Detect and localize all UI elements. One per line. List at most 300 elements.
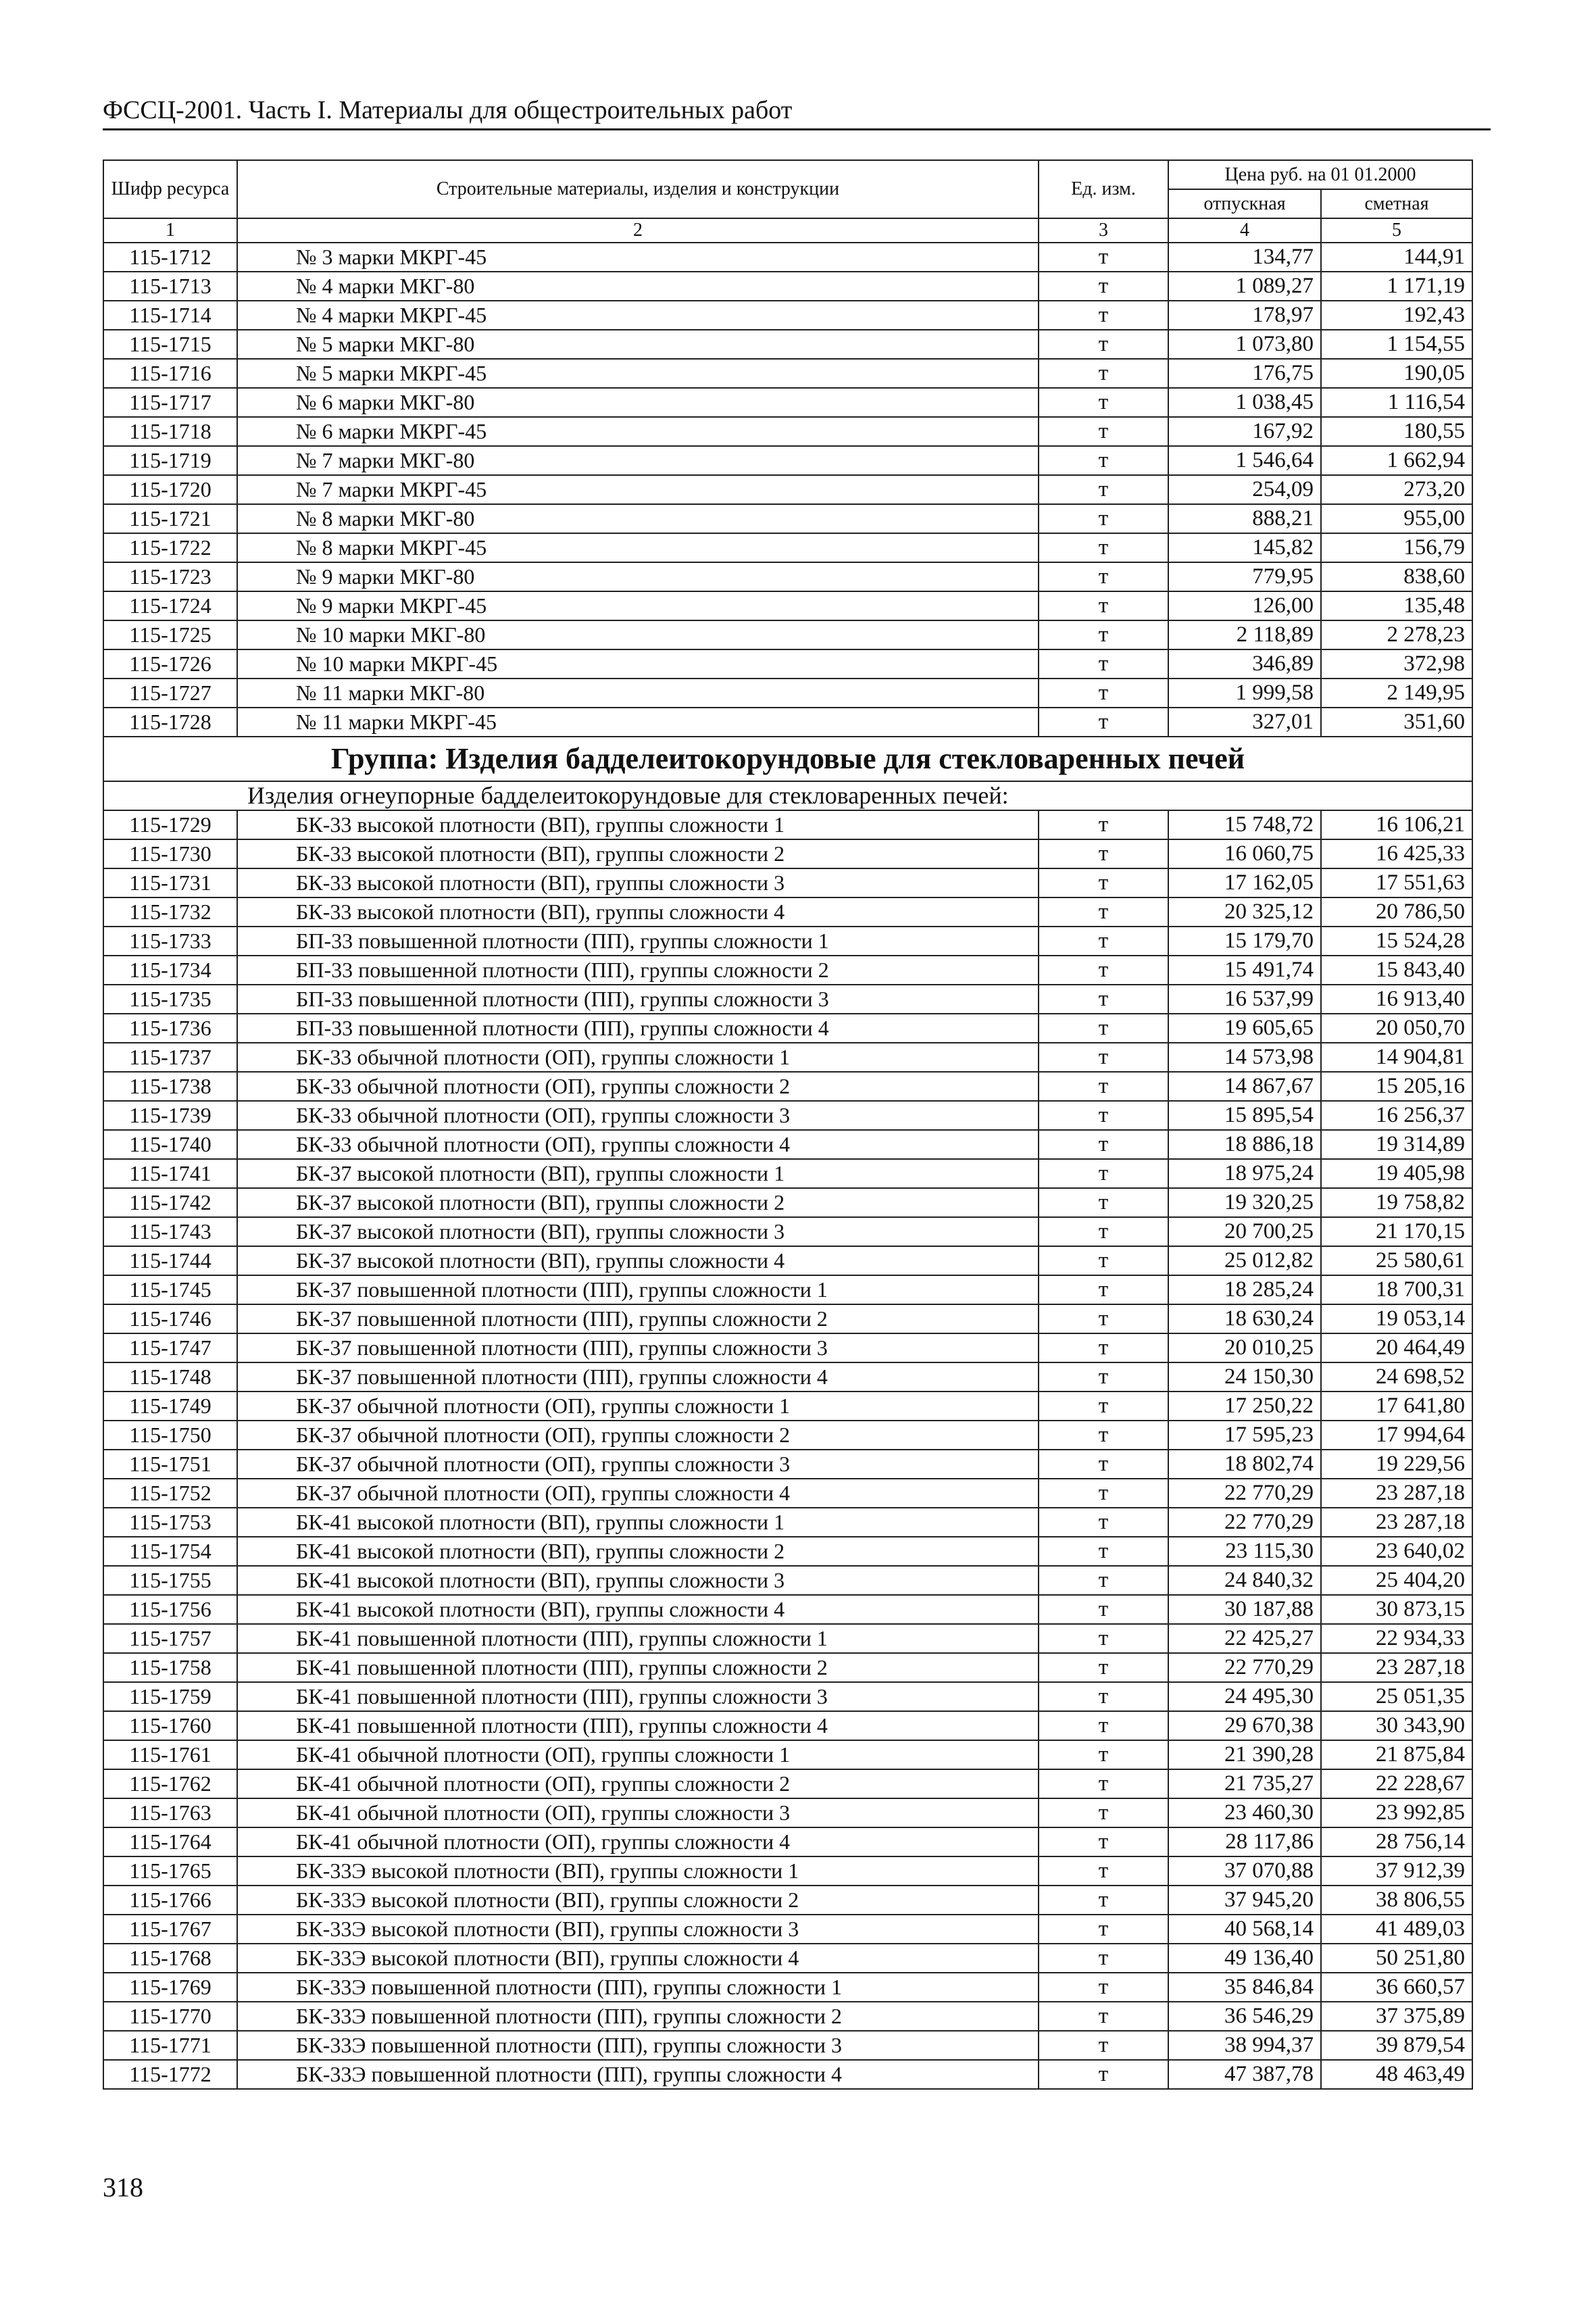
- table-row: [103, 1421, 1472, 1450]
- row-unit: т: [1039, 2031, 1168, 2060]
- row-name: БК-33 высокой плотности (ВП), группы сложности 3: [237, 868, 1039, 897]
- header-release-price: отпускная: [1168, 189, 1321, 218]
- row-code: 115-1744: [103, 1246, 237, 1275]
- row-name: БК-33 высокой плотности (ВП), группы сложности 2: [237, 839, 1039, 868]
- row-unit: т: [1039, 1856, 1168, 1886]
- table-row: [103, 810, 1472, 839]
- row-code: 115-1768: [103, 1944, 237, 1973]
- row-unit: т: [1039, 1595, 1168, 1624]
- row-estimate-price: 25 580,61: [1321, 1246, 1472, 1275]
- row-code: 115-1719: [103, 446, 237, 475]
- row-code: 115-1716: [103, 359, 237, 388]
- row-name: № 11 марки МКГ-80: [237, 679, 1039, 708]
- row-estimate-price: 18 700,31: [1321, 1275, 1472, 1304]
- row-estimate-price: 1 154,55: [1321, 330, 1472, 359]
- row-release-price: 40 568,14: [1168, 1915, 1321, 1944]
- row-name: БК-41 высокой плотности (ВП), группы сложности 3: [237, 1566, 1039, 1595]
- row-release-price: 30 187,88: [1168, 1595, 1321, 1624]
- row-release-price: 178,97: [1168, 301, 1321, 330]
- row-name: БК-41 повышенной плотности (ПП), группы сложности 3: [237, 1682, 1039, 1711]
- row-estimate-price: 23 287,18: [1321, 1479, 1472, 1508]
- table-row: [103, 1362, 1472, 1392]
- row-name: № 4 марки МКРГ-45: [237, 301, 1039, 330]
- row-code: 115-1760: [103, 1711, 237, 1740]
- row-name: БК-41 обычной плотности (ОП), группы сложности 4: [237, 1827, 1039, 1856]
- row-estimate-price: 37 912,39: [1321, 1856, 1472, 1886]
- table-row: [103, 330, 1472, 359]
- row-release-price: 21 735,27: [1168, 1769, 1321, 1798]
- row-estimate-price: 17 641,80: [1321, 1392, 1472, 1421]
- row-name: БК-37 повышенной плотности (ПП), группы сложности 1: [237, 1275, 1039, 1304]
- table-row: [103, 1217, 1472, 1246]
- table-row: [103, 1014, 1472, 1043]
- row-estimate-price: 190,05: [1321, 359, 1472, 388]
- row-unit: т: [1039, 985, 1168, 1014]
- table-row: [103, 1682, 1472, 1711]
- row-code: 115-1755: [103, 1566, 237, 1595]
- group-title: Группа: Изделия бадделеитокорундовые для стекловаренных печей: [103, 737, 1472, 781]
- row-code: 115-1750: [103, 1421, 237, 1450]
- row-release-price: 16 060,75: [1168, 839, 1321, 868]
- row-release-price: 2 118,89: [1168, 620, 1321, 649]
- row-release-price: 167,92: [1168, 417, 1321, 446]
- row-estimate-price: 17 551,63: [1321, 868, 1472, 897]
- row-name: БК-41 обычной плотности (ОП), группы сложности 2: [237, 1769, 1039, 1798]
- row-estimate-price: 351,60: [1321, 708, 1472, 737]
- row-unit: т: [1039, 1246, 1168, 1275]
- row-estimate-price: 20 464,49: [1321, 1333, 1472, 1362]
- row-release-price: 22 770,29: [1168, 1479, 1321, 1508]
- row-release-price: 49 136,40: [1168, 1944, 1321, 1973]
- column-number: 1: [103, 218, 237, 243]
- row-code: 115-1757: [103, 1624, 237, 1653]
- row-release-price: 35 846,84: [1168, 1973, 1321, 2002]
- row-release-price: 18 285,24: [1168, 1275, 1321, 1304]
- row-name: БК-33Э повышенной плотности (ПП), группы сложности 2: [237, 2002, 1039, 2031]
- row-estimate-price: 39 879,54: [1321, 2031, 1472, 2060]
- group-title-row: [103, 737, 1472, 781]
- row-name: № 5 марки МКГ-80: [237, 330, 1039, 359]
- row-release-price: 145,82: [1168, 533, 1321, 562]
- row-unit: т: [1039, 1886, 1168, 1915]
- row-name: БК-33 обычной плотности (ОП), группы сложности 3: [237, 1101, 1039, 1130]
- subgroup-title-row: [103, 781, 1472, 810]
- row-code: 115-1728: [103, 708, 237, 737]
- row-release-price: 23 460,30: [1168, 1798, 1321, 1827]
- table-row: [103, 1479, 1472, 1508]
- row-estimate-price: 180,55: [1321, 417, 1472, 446]
- row-estimate-price: 1 171,19: [1321, 272, 1472, 301]
- row-unit: т: [1039, 591, 1168, 620]
- row-estimate-price: 28 756,14: [1321, 1827, 1472, 1856]
- row-code: 115-1765: [103, 1856, 237, 1886]
- row-estimate-price: 16 425,33: [1321, 839, 1472, 868]
- row-release-price: 29 670,38: [1168, 1711, 1321, 1740]
- row-release-price: 37 945,20: [1168, 1886, 1321, 1915]
- row-unit: т: [1039, 272, 1168, 301]
- table-row: [103, 1886, 1472, 1915]
- row-name: № 10 марки МКРГ-45: [237, 649, 1039, 679]
- row-unit: т: [1039, 475, 1168, 504]
- row-unit: т: [1039, 708, 1168, 737]
- row-unit: т: [1039, 679, 1168, 708]
- row-release-price: 15 491,74: [1168, 956, 1321, 985]
- row-unit: т: [1039, 1392, 1168, 1421]
- table-row: [103, 1072, 1472, 1101]
- row-estimate-price: 21 170,15: [1321, 1217, 1472, 1246]
- table-row: [103, 1159, 1472, 1188]
- row-code: 115-1758: [103, 1653, 237, 1682]
- table-row: [103, 897, 1472, 927]
- row-release-price: 36 546,29: [1168, 2002, 1321, 2031]
- row-unit: т: [1039, 1682, 1168, 1711]
- column-number: 5: [1321, 218, 1472, 243]
- row-estimate-price: 838,60: [1321, 562, 1472, 591]
- row-estimate-price: 50 251,80: [1321, 1944, 1472, 1973]
- row-code: 115-1717: [103, 388, 237, 417]
- row-estimate-price: 30 343,90: [1321, 1711, 1472, 1740]
- table-row: [103, 1566, 1472, 1595]
- row-code: 115-1752: [103, 1479, 237, 1508]
- row-release-price: 19 605,65: [1168, 1014, 1321, 1043]
- rows-group: [103, 810, 1472, 2089]
- table-row: [103, 1333, 1472, 1362]
- row-name: № 4 марки МКГ-80: [237, 272, 1039, 301]
- row-unit: т: [1039, 1188, 1168, 1217]
- row-code: 115-1759: [103, 1682, 237, 1711]
- row-name: БК-33Э повышенной плотности (ПП), группы сложности 3: [237, 2031, 1039, 2060]
- row-unit: т: [1039, 2002, 1168, 2031]
- row-code: 115-1742: [103, 1188, 237, 1217]
- table-row: [103, 1246, 1472, 1275]
- row-name: БК-33Э повышенной плотности (ПП), группы сложности 4: [237, 2060, 1039, 2089]
- row-code: 115-1762: [103, 1769, 237, 1798]
- row-estimate-price: 2 149,95: [1321, 679, 1472, 708]
- row-release-price: 1 546,64: [1168, 446, 1321, 475]
- table-row: [103, 1537, 1472, 1566]
- row-name: БК-41 высокой плотности (ВП), группы сложности 1: [237, 1508, 1039, 1537]
- row-unit: т: [1039, 1566, 1168, 1595]
- row-name: № 8 марки МКРГ-45: [237, 533, 1039, 562]
- row-code: 115-1722: [103, 533, 237, 562]
- row-estimate-price: 36 660,57: [1321, 1973, 1472, 2002]
- table-row: [103, 417, 1472, 446]
- row-unit: т: [1039, 868, 1168, 897]
- row-estimate-price: 19 053,14: [1321, 1304, 1472, 1333]
- row-unit: т: [1039, 1508, 1168, 1537]
- row-estimate-price: 23 992,85: [1321, 1798, 1472, 1827]
- row-code: 115-1754: [103, 1537, 237, 1566]
- price-table: [103, 159, 1473, 2090]
- row-code: 115-1769: [103, 1973, 237, 2002]
- row-release-price: 47 387,78: [1168, 2060, 1321, 2089]
- row-unit: т: [1039, 2060, 1168, 2089]
- row-name: БК-37 обычной плотности (ОП), группы сложности 2: [237, 1421, 1039, 1450]
- row-estimate-price: 15 524,28: [1321, 927, 1472, 956]
- row-release-price: 18 802,74: [1168, 1450, 1321, 1479]
- row-name: БК-37 повышенной плотности (ПП), группы сложности 2: [237, 1304, 1039, 1333]
- row-unit: т: [1039, 1217, 1168, 1246]
- row-name: БК-33Э высокой плотности (ВП), группы сложности 4: [237, 1944, 1039, 1973]
- row-code: 115-1739: [103, 1101, 237, 1130]
- row-release-price: 15 748,72: [1168, 810, 1321, 839]
- table-row: [103, 1624, 1472, 1653]
- row-name: № 10 марки МКГ-80: [237, 620, 1039, 649]
- subgroup-title: Изделия огнеупорные бадделеитокорундовые для стекловаренных печей:: [103, 781, 1472, 810]
- row-estimate-price: 23 287,18: [1321, 1508, 1472, 1537]
- row-estimate-price: 20 786,50: [1321, 897, 1472, 927]
- row-unit: т: [1039, 1944, 1168, 1973]
- header-unit: Ед. изм.: [1039, 160, 1168, 218]
- row-code: 115-1743: [103, 1217, 237, 1246]
- row-code: 115-1770: [103, 2002, 237, 2031]
- row-estimate-price: 16 913,40: [1321, 985, 1472, 1014]
- row-code: 115-1732: [103, 897, 237, 927]
- row-code: 115-1751: [103, 1450, 237, 1479]
- row-estimate-price: 48 463,49: [1321, 2060, 1472, 2089]
- row-estimate-price: 21 875,84: [1321, 1740, 1472, 1769]
- row-unit: т: [1039, 897, 1168, 927]
- row-unit: т: [1039, 1653, 1168, 1682]
- row-unit: т: [1039, 562, 1168, 591]
- table-row: [103, 620, 1472, 649]
- row-unit: т: [1039, 1159, 1168, 1188]
- table-row: [103, 1043, 1472, 1072]
- row-estimate-price: 38 806,55: [1321, 1886, 1472, 1915]
- row-estimate-price: 19 314,89: [1321, 1130, 1472, 1159]
- table-row: [103, 591, 1472, 620]
- row-release-price: 15 179,70: [1168, 927, 1321, 956]
- row-name: БК-37 высокой плотности (ВП), группы сложности 3: [237, 1217, 1039, 1246]
- table-row: [103, 927, 1472, 956]
- page-number: 318: [103, 2172, 143, 2202]
- row-unit: т: [1039, 417, 1168, 446]
- row-code: 115-1738: [103, 1072, 237, 1101]
- row-code: 115-1763: [103, 1798, 237, 1827]
- row-unit: т: [1039, 1421, 1168, 1450]
- row-unit: т: [1039, 1479, 1168, 1508]
- row-estimate-price: 14 904,81: [1321, 1043, 1472, 1072]
- table-row: [103, 956, 1472, 985]
- row-estimate-price: 135,48: [1321, 591, 1472, 620]
- row-release-price: 126,00: [1168, 591, 1321, 620]
- row-code: 115-1730: [103, 839, 237, 868]
- row-release-price: 20 010,25: [1168, 1333, 1321, 1362]
- row-name: № 8 марки МКГ-80: [237, 504, 1039, 533]
- row-unit: т: [1039, 1130, 1168, 1159]
- row-name: БП-33 повышенной плотности (ПП), группы сложности 3: [237, 985, 1039, 1014]
- header-code: Шифр ресурса: [103, 160, 237, 218]
- row-code: 115-1729: [103, 810, 237, 839]
- table-row: [103, 1653, 1472, 1682]
- row-code: 115-1712: [103, 243, 237, 272]
- row-estimate-price: 1 116,54: [1321, 388, 1472, 417]
- row-code: 115-1718: [103, 417, 237, 446]
- table-row: [103, 562, 1472, 591]
- row-estimate-price: 273,20: [1321, 475, 1472, 504]
- row-unit: т: [1039, 649, 1168, 679]
- row-code: 115-1727: [103, 679, 237, 708]
- row-code: 115-1720: [103, 475, 237, 504]
- table-row: [103, 1188, 1472, 1217]
- row-unit: т: [1039, 1711, 1168, 1740]
- row-release-price: 18 886,18: [1168, 1130, 1321, 1159]
- row-code: 115-1767: [103, 1915, 237, 1944]
- row-unit: т: [1039, 504, 1168, 533]
- rows-top: [103, 243, 1472, 737]
- row-name: БП-33 повышенной плотности (ПП), группы сложности 1: [237, 927, 1039, 956]
- table-row: [103, 1827, 1472, 1856]
- row-estimate-price: 955,00: [1321, 504, 1472, 533]
- table-row: [103, 708, 1472, 737]
- row-name: № 5 марки МКРГ-45: [237, 359, 1039, 388]
- row-name: № 7 марки МКРГ-45: [237, 475, 1039, 504]
- row-unit: т: [1039, 1101, 1168, 1130]
- row-estimate-price: 37 375,89: [1321, 2002, 1472, 2031]
- row-name: № 6 марки МКГ-80: [237, 388, 1039, 417]
- row-release-price: 18 630,24: [1168, 1304, 1321, 1333]
- row-estimate-price: 17 994,64: [1321, 1421, 1472, 1450]
- table-row: [103, 446, 1472, 475]
- row-name: БК-33Э высокой плотности (ВП), группы сложности 1: [237, 1856, 1039, 1886]
- table-row: [103, 868, 1472, 897]
- table-row: [103, 1275, 1472, 1304]
- row-name: БК-33 обычной плотности (ОП), группы сложности 4: [237, 1130, 1039, 1159]
- row-name: БК-33Э повышенной плотности (ПП), группы сложности 1: [237, 1973, 1039, 2002]
- table-row: [103, 1798, 1472, 1827]
- row-release-price: 23 115,30: [1168, 1537, 1321, 1566]
- row-name: БК-41 повышенной плотности (ПП), группы сложности 4: [237, 1711, 1039, 1740]
- row-name: № 6 марки МКРГ-45: [237, 417, 1039, 446]
- table-row: [103, 679, 1472, 708]
- row-estimate-price: 19 758,82: [1321, 1188, 1472, 1217]
- table-row: [103, 533, 1472, 562]
- row-code: 115-1735: [103, 985, 237, 1014]
- row-unit: т: [1039, 620, 1168, 649]
- table-row: [103, 243, 1472, 272]
- row-name: БК-37 повышенной плотности (ПП), группы сложности 3: [237, 1333, 1039, 1362]
- row-name: БК-33Э высокой плотности (ВП), группы сложности 3: [237, 1915, 1039, 1944]
- row-release-price: 20 700,25: [1168, 1217, 1321, 1246]
- row-code: 115-1771: [103, 2031, 237, 2060]
- row-unit: т: [1039, 1304, 1168, 1333]
- row-name: БП-33 повышенной плотности (ПП), группы сложности 4: [237, 1014, 1039, 1043]
- row-name: № 9 марки МКГ-80: [237, 562, 1039, 591]
- row-estimate-price: 16 256,37: [1321, 1101, 1472, 1130]
- row-code: 115-1741: [103, 1159, 237, 1188]
- row-name: БК-37 высокой плотности (ВП), группы сложности 4: [237, 1246, 1039, 1275]
- row-code: 115-1761: [103, 1740, 237, 1769]
- row-code: 115-1747: [103, 1333, 237, 1362]
- row-name: № 7 марки МКГ-80: [237, 446, 1039, 475]
- row-release-price: 24 495,30: [1168, 1682, 1321, 1711]
- row-unit: т: [1039, 1072, 1168, 1101]
- row-name: БК-33 высокой плотности (ВП), группы сложности 1: [237, 810, 1039, 839]
- row-estimate-price: 25 404,20: [1321, 1566, 1472, 1595]
- row-name: БК-41 высокой плотности (ВП), группы сложности 2: [237, 1537, 1039, 1566]
- row-unit: т: [1039, 839, 1168, 868]
- row-unit: т: [1039, 1798, 1168, 1827]
- row-estimate-price: 156,79: [1321, 533, 1472, 562]
- row-estimate-price: 19 229,56: [1321, 1450, 1472, 1479]
- row-estimate-price: 30 873,15: [1321, 1595, 1472, 1624]
- table-row: [103, 649, 1472, 679]
- row-name: № 3 марки МКРГ-45: [237, 243, 1039, 272]
- table-row: [103, 1915, 1472, 1944]
- row-unit: т: [1039, 1769, 1168, 1798]
- column-number: 2: [237, 218, 1039, 243]
- row-name: БК-41 высокой плотности (ВП), группы сложности 4: [237, 1595, 1039, 1624]
- row-release-price: 134,77: [1168, 243, 1321, 272]
- table-row: [103, 1450, 1472, 1479]
- row-release-price: 1 999,58: [1168, 679, 1321, 708]
- row-estimate-price: 22 934,33: [1321, 1624, 1472, 1653]
- row-name: БК-37 высокой плотности (ВП), группы сложности 2: [237, 1188, 1039, 1217]
- table-row: [103, 1769, 1472, 1798]
- row-release-price: 22 770,29: [1168, 1508, 1321, 1537]
- row-estimate-price: 16 106,21: [1321, 810, 1472, 839]
- row-unit: т: [1039, 810, 1168, 839]
- row-unit: т: [1039, 1537, 1168, 1566]
- row-unit: т: [1039, 956, 1168, 985]
- table-row: [103, 2002, 1472, 2031]
- row-unit: т: [1039, 1740, 1168, 1769]
- row-unit: т: [1039, 446, 1168, 475]
- header-estimate-price: сметная: [1321, 189, 1472, 218]
- row-unit: т: [1039, 388, 1168, 417]
- row-estimate-price: 15 205,16: [1321, 1072, 1472, 1101]
- row-release-price: 176,75: [1168, 359, 1321, 388]
- row-name: БК-33 обычной плотности (ОП), группы сложности 1: [237, 1043, 1039, 1072]
- table-row: [103, 1856, 1472, 1886]
- row-release-price: 888,21: [1168, 504, 1321, 533]
- row-estimate-price: 372,98: [1321, 649, 1472, 679]
- table-row: [103, 2060, 1472, 2089]
- row-unit: т: [1039, 927, 1168, 956]
- row-code: 115-1721: [103, 504, 237, 533]
- table-row: [103, 839, 1472, 868]
- row-code: 115-1748: [103, 1362, 237, 1392]
- row-release-price: 28 117,86: [1168, 1827, 1321, 1856]
- row-release-price: 37 070,88: [1168, 1856, 1321, 1886]
- table-row: [103, 272, 1472, 301]
- row-unit: т: [1039, 330, 1168, 359]
- row-release-price: 21 390,28: [1168, 1740, 1321, 1769]
- column-numbers-row: [103, 218, 1472, 243]
- row-estimate-price: 23 287,18: [1321, 1653, 1472, 1682]
- row-release-price: 24 840,32: [1168, 1566, 1321, 1595]
- row-release-price: 25 012,82: [1168, 1246, 1321, 1275]
- row-unit: т: [1039, 359, 1168, 388]
- row-code: 115-1731: [103, 868, 237, 897]
- column-number: 4: [1168, 218, 1321, 243]
- row-unit: т: [1039, 1915, 1168, 1944]
- row-unit: т: [1039, 1333, 1168, 1362]
- table-row: [103, 1130, 1472, 1159]
- row-estimate-price: 20 050,70: [1321, 1014, 1472, 1043]
- table-row: [103, 475, 1472, 504]
- table-header: [103, 160, 1472, 243]
- row-code: 115-1749: [103, 1392, 237, 1421]
- row-estimate-price: 22 228,67: [1321, 1769, 1472, 1798]
- row-name: БК-37 обычной плотности (ОП), группы сложности 1: [237, 1392, 1039, 1421]
- row-name: БП-33 повышенной плотности (ПП), группы сложности 2: [237, 956, 1039, 985]
- row-unit: т: [1039, 533, 1168, 562]
- table-row: [103, 1711, 1472, 1740]
- row-name: БК-37 обычной плотности (ОП), группы сложности 4: [237, 1479, 1039, 1508]
- row-release-price: 17 250,22: [1168, 1392, 1321, 1421]
- row-code: 115-1723: [103, 562, 237, 591]
